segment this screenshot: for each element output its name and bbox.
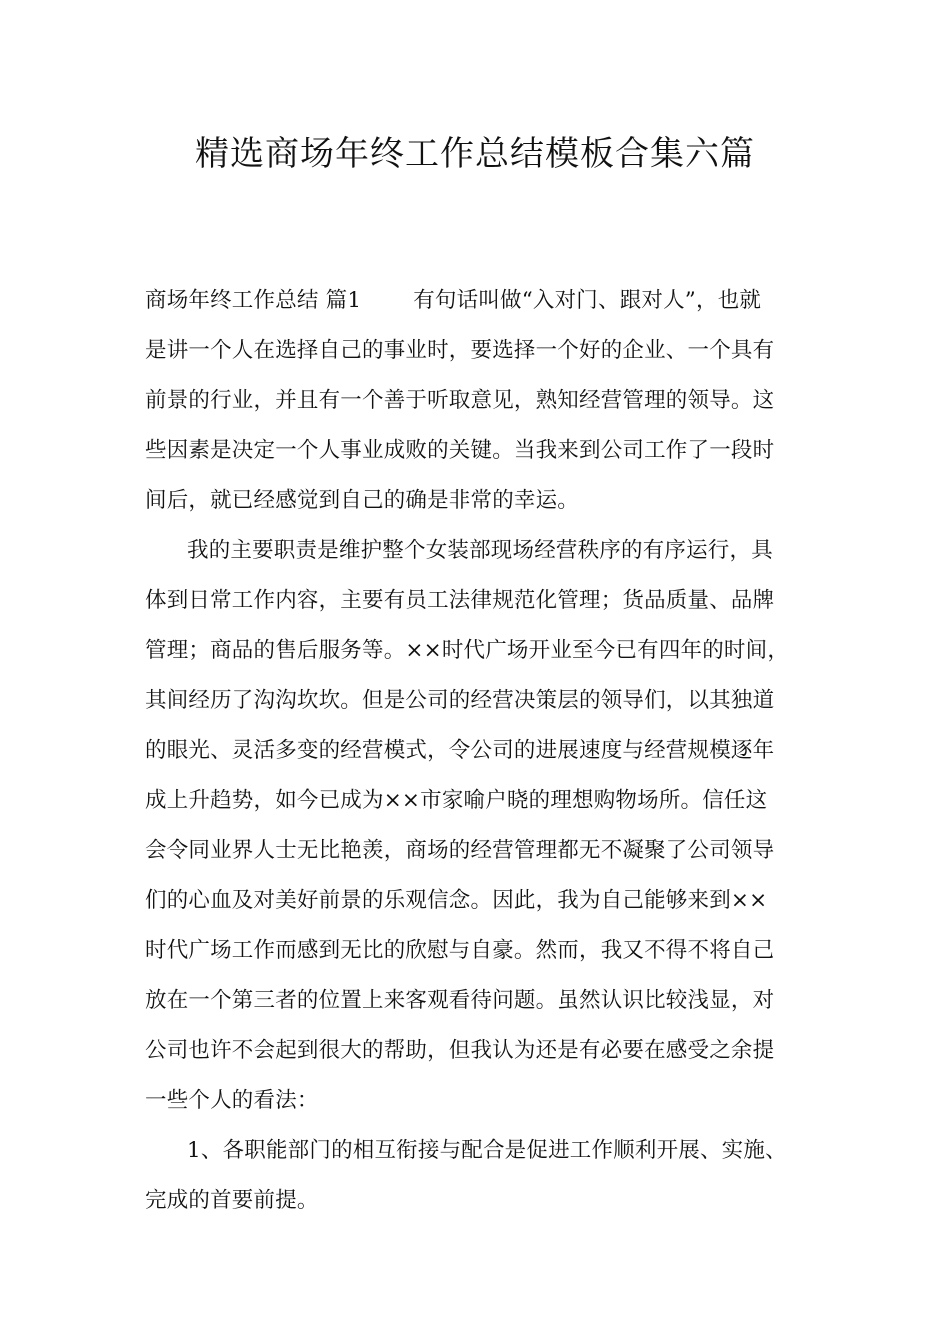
paragraph-line bbox=[145, 276, 825, 326]
paragraph-line: 一些个人的看法： bbox=[145, 1088, 319, 1113]
paragraph-line: 些因素是决定一个人事业成败的关键。当我来到公司工作了一段时 bbox=[145, 438, 775, 463]
paragraph-line: 完成的首要前提。 bbox=[145, 1188, 319, 1213]
paragraph-line: 前景的行业，并且有一个善于听取意见，熟知经营管理的领导。这 bbox=[145, 388, 775, 413]
paragraph-line: 间后，就已经感觉到自己的确是非常的幸运。 bbox=[145, 488, 580, 513]
paragraph-line: 1、各职能部门的相互衔接与配合是促进工作顺利开展、实施、 bbox=[187, 1138, 787, 1163]
paragraph-line: 管理；商品的售后服务等。××时代广场开业至今已有四年的时间， bbox=[145, 638, 790, 663]
paragraph-line: 的眼光、灵活多变的经营模式，令公司的进展速度与经营规模逐年 bbox=[145, 738, 775, 763]
paragraph-line: 我的主要职责是维护整个女装部现场经营秩序的有序运行，具 bbox=[187, 538, 773, 563]
paragraph-line: 体到日常工作内容，主要有员工法律规范化管理；货品质量、品牌 bbox=[145, 588, 775, 613]
paragraph-line: 公司也许不会起到很大的帮助，但我认为还是有必要在感受之余提 bbox=[145, 1038, 775, 1063]
paragraph-line: 其间经历了沟沟坎坎。但是公司的经营决策层的领导们，以其独道 bbox=[145, 688, 775, 713]
paragraph-line: 是讲一个人在选择自己的事业时，要选择一个好的企业、一个具有 bbox=[145, 338, 775, 363]
paragraph-line: 时代广场工作而感到无比的欣慰与自豪。然而，我又不得不将自己 bbox=[145, 938, 775, 963]
document-title: 精选商场年终工作总结模板合集六篇 bbox=[195, 134, 755, 174]
paragraph-line: 会令同业界人士无比艳羡，商场的经营管理都无不凝聚了公司领导 bbox=[145, 838, 775, 863]
paragraph-line: 们的心血及对美好前景的乐观信念。因此，我为自己能够来到×× bbox=[145, 888, 768, 913]
section-heading: 商场年终工作总结 篇1 bbox=[145, 288, 362, 313]
paragraph-text: 有句话叫做“入对门、跟对人”，也就 bbox=[413, 288, 762, 313]
paragraph-line: 放在一个第三者的位置上来客观看待问题。虽然认识比较浅显，对 bbox=[145, 988, 775, 1013]
paragraph-line: 成上升趋势，如今已成为××市家喻户晓的理想购物场所。信任这 bbox=[145, 788, 768, 813]
